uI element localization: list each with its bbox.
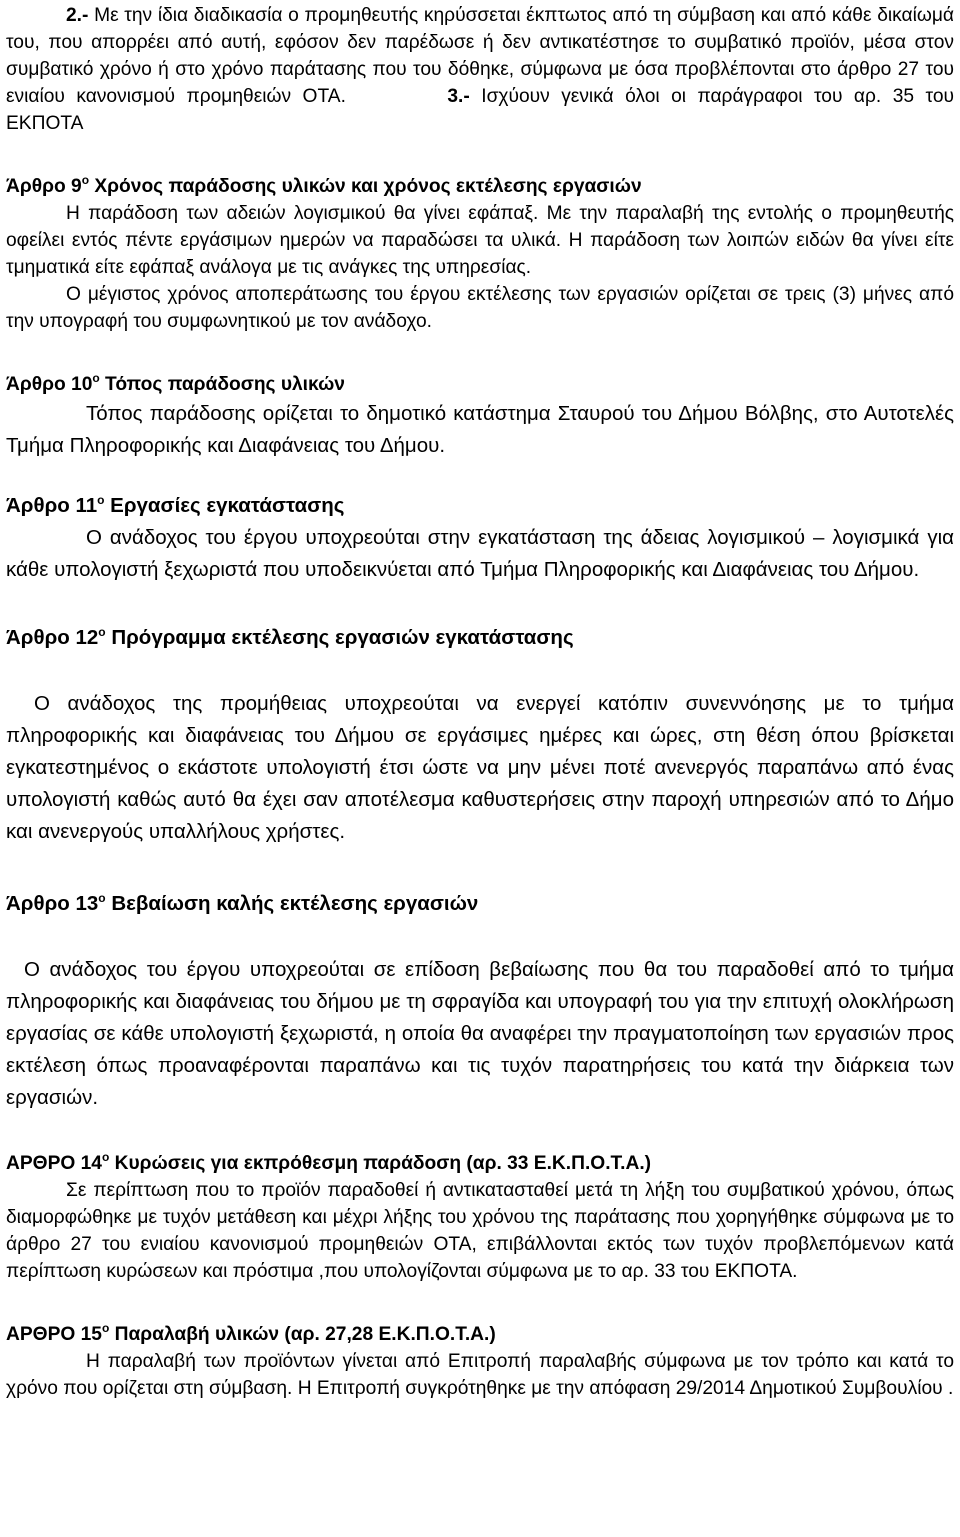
article-9-paragraph-1: Η παράδοση των αδειών λογισμικού θα γίνει εφάπαξ. Με την παραλαβή της εντολής ο προμηθευτής οφείλει εντός πέντε εργάσιμων ημερών να παραδώσει τα υλικά. Η παράδοση των λοιπών ειδών θα γίνει είτε τμηματικά είτε εφάπαξ ανάλογα με τις ανάγκες της υπηρεσίας.	[6, 203, 954, 278]
article-13-paragraph-1: Ο ανάδοχος του έργου υποχρεούται σε επίδοση βεβαίωσης που θα του παραδοθεί από το τμήμα πληροφορικής και διαφάνειας του δήμου με τη σφραγίδα και υπογραφή του για την επιτυχή ολοκλήρωση εργασίας σε κάθε υπολογιστή ξεχωριστά, η οποία θα αναφέρει την πραγματοποίηση των εργασιών προς εκτέλεση όπως προαναφέρονται παραπάνω και τις τυχόν παρατηρήσεις του κατά την διάρκεια των εργασιών.	[6, 958, 954, 1109]
article-9-heading: Άρθρο $9^o$ Χρόνος παράδοσης υλικών και χρόνος εκτέλεσης εργασιών	[6, 173, 642, 197]
document-page	[0, 2, 960, 1537]
article-12-heading: Άρθρο $12^o$ Πρόγραμμα εκτέλεσης εργασιών εγκατάστασης	[6, 625, 574, 649]
article-14-heading: ΑΡΘΡΟ $14^o$ Κυρώσεις για εκπρόθεσμη παράδοση (αρ. 33 Ε.Κ.Π.Ο.Τ.Α.)	[6, 1150, 652, 1174]
article-11-paragraph-1: Ο ανάδοχος του έργου υποχρεούται στην εγκατάσταση της άδειας λογισμικού – λογισμικά για κάθε υπολογιστή ξεχωριστά που υποδεικνύεται από Τμήμα Πληροφορικής και Διαφάνειας του Δήμου.	[6, 526, 954, 581]
article-9-paragraph-2: Ο μέγιστος χρόνος αποπεράτωσης του έργου εκτέλεσης των εργασιών ορίζεται σε τρεις (3) μήνες από την υπογραφή του συμφωνητικού με τον ανάδοχο.	[6, 284, 954, 332]
article-15-paragraph-1: Η παραλαβή των προϊόντων γίνεται από Επιτροπή παραλαβής σύμφωνα με τον τρόπο και κατά το χρόνο που ορίζεται στη σύμβαση. Η Επιτροπή συγκρότηθηκε με την απόφαση 29/2014 Δημοτικού Συμβουλίου .	[6, 1351, 954, 1399]
article-12-paragraph-1: Ο ανάδοχος της προμήθειας υποχρεούται να ενεργεί κατόπιν συνεννόησης με το τμήμα πληροφορικής και διαφάνειας του Δήμου σε εργάσιμες ημέρες και ώρες, στη θέση όπου βρίσκεται εγκατεστημένος ο εκάστοτε υπολογιστή έτσι ώστε να μην μένει ποτέ ανενεργός παραπάνω από ένας υπολογιστή καθώς αυτό θα έχει σαν αποτέλεσμα καθυστερήσεις στην παροχή υπηρεσιών από το Δήμο και ανενεργούς υπαλλήλους χρήστες.	[6, 692, 954, 843]
para-number: 3.-	[447, 86, 470, 107]
article-14-paragraph-1: Σε περίπτωση που το προϊόν παραδοθεί ή αντικατασταθεί μετά τη λήξη του συμβατικού χρόνου, όπως διαμορφώθηκε με τυχόν μετάθεση και μέχρι λήξης του χρόνου της παράτασης που χορηγήθηκε σύμφωνα με το άρθρο 27 του ενιαίου κανονισμού προμηθειών ΟΤΑ, επιβάλλονται εκτός των τυχόν προβλεπόμενων κατά περίπτωση κυρώσεων και πρόστιμα ,που υπολογίζονται σύμφωνα με το αρ. 33 του ΕΚΠΟΤΑ.	[6, 1180, 954, 1282]
article-13-heading: Άρθρο $13^o$ Βεβαίωση καλής εκτέλεσης εργασιών	[6, 891, 479, 915]
para-number: 2.-	[66, 5, 89, 26]
article-15-heading: ΑΡΘΡΟ $15^o$ Παραλαβή υλικών (αρ. 27,28 Ε.Κ.Π.Ο.Τ.Α.)	[6, 1321, 496, 1345]
paragraph-2-3	[6, 2, 954, 137]
article-10-paragraph-1: Τόπος παράδοσης ορίζεται το δημοτικό κατάστημα Σταυρού του Δήμου Βόλβης, στο Αυτοτελές Τμήμα Πληροφορικής και Διαφάνειας του Δήμου.	[6, 402, 954, 457]
article-10-heading: Άρθρο $10^o$ Τόπος παράδοσης υλικών	[6, 371, 345, 395]
para-text: Ισχύουν γενικά όλοι οι παράγραφοι του αρ. 35 του ΕΚΠΟΤΑ	[6, 86, 954, 134]
article-11-heading: Άρθρο $11^o$ Εργασίες εγκατάστασης	[6, 493, 345, 517]
para-text: Με την ίδια διαδικασία ο προμηθευτής κηρύσσεται έκπτωτος από τη σύμβαση και από κάθε δικαίωμά του, που απορρέει από αυτή, εφόσον δεν παρέδωσε ή δεν αντικατέστησε το συμβατικό προϊόν, μέσα στον συμβατικό χρόνο ή στο χρόνο παράτασης που του δόθηκε, σύμφωνα με όσα προβλέπονται στο άρθρο 27 του ενιαίου κανονισμού προμηθειών ΟΤΑ.	[6, 5, 954, 107]
